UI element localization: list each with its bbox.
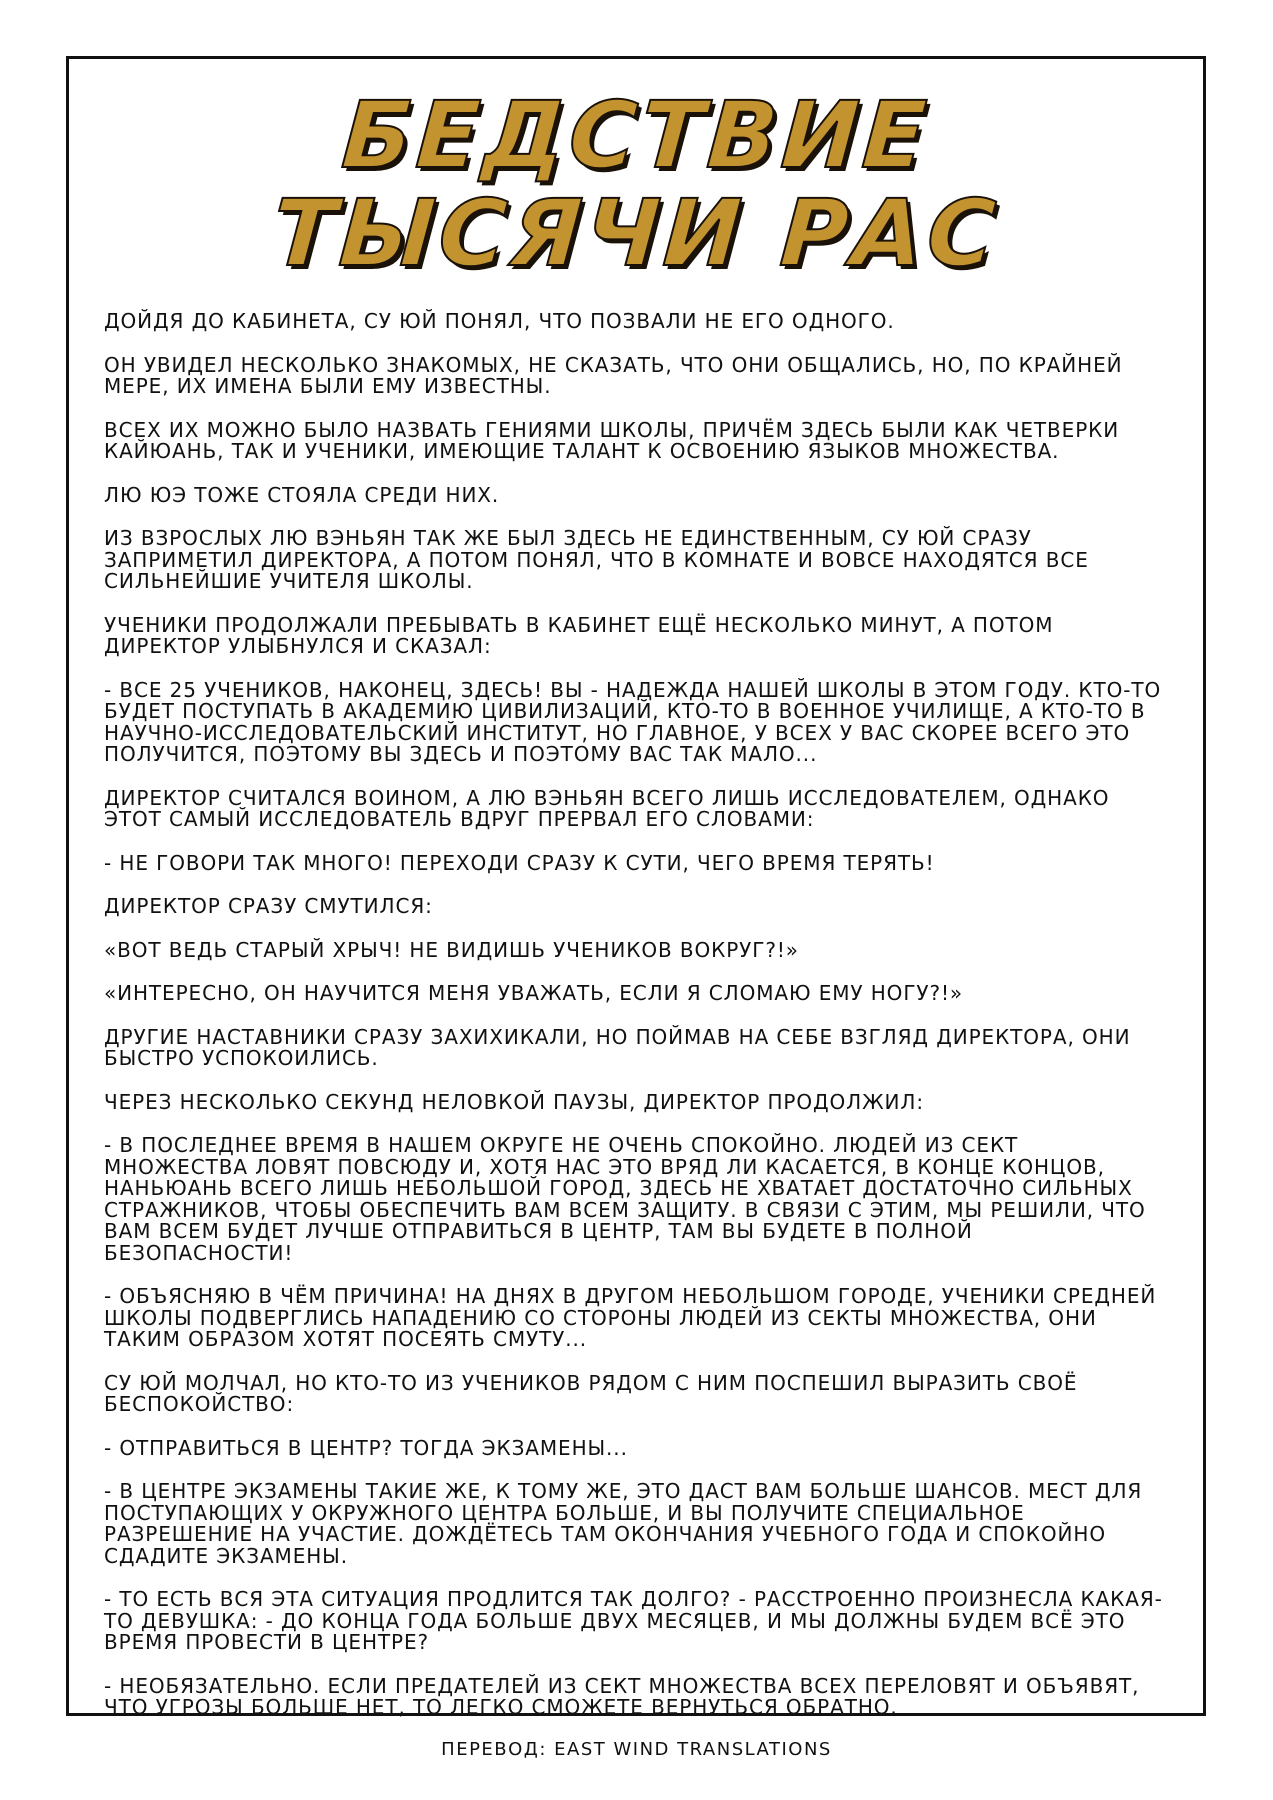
paragraph: - НЕ ГОВОРИ ТАК МНОГО! ПЕРЕХОДИ СРАЗУ К СУТИ, ЧЕГО ВРЕМЯ ТЕРЯТЬ! [104, 850, 935, 875]
paragraph: ДРУГИЕ НАСТАВНИКИ СРАЗУ ЗАХИХИКАЛИ, НО ПОЙМАВ НА СЕБЕ ВЗГЛЯД ДИРЕКТОРА, ОНИ БЫСТРО УСПОКОИЛИСЬ. [104, 1024, 1131, 1070]
paragraph: ВСЕХ ИХ МОЖНО БЫЛО НАЗВАТЬ ГЕНИЯМИ ШКОЛЫ, ПРИЧЁМ ЗДЕСЬ БЫЛИ КАК ЧЕТВЕРКИ КАЙЮАНЬ, ТАК И УЧЕНИКИ, ИМЕЮЩИЕ ТАЛАНТ К ОСВОЕНИЮ ЯЗЫКОВ МНОЖЕСТВА. [104, 417, 1120, 463]
paragraph: ДОЙДЯ ДО КАБИНЕТА, СУ ЮЙ ПОНЯЛ, ЧТО ПОЗВАЛИ НЕ ЕГО ОДНОГО. [104, 309, 895, 333]
paragraph: - ОТПРАВИТЬСЯ В ЦЕНТР? ТОГДА ЭКЗАМЕНЫ... [104, 1435, 628, 1460]
paragraph: - ТО ЕСТЬ ВСЯ ЭТА СИТУАЦИЯ ПРОДЛИТСЯ ТАК ДОЛГО? - РАССТРОЕННО ПРОИЗНЕСЛА КАКАЯ-ТО ДЕВУШКА: - ДО КОНЦА ГОДА БОЛЬШЕ ДВУХ МЕСЯЦЕВ, И МЫ ДОЛЖНЫ БУДЕМ ВСЁ ЭТО ВРЕМЯ ПРОВЕСТИ В ЦЕНТРЕ? [104, 1587, 1163, 1654]
paragraph: - ВСЕ 25 УЧЕНИКОВ, НАКОНЕЦ, ЗДЕСЬ! ВЫ - НАДЕЖДА НАШЕЙ ШКОЛЫ В ЭТОМ ГОДУ. КТО-ТО БУДЕТ ПОСТУПАТЬ В АКАДЕМИЮ ЦИВИЛИЗАЦИЙ, КТО-ТО В ВОЕННОЕ УЧИЛИЩЕ, А КТО-ТО В НАУЧНО-ИССЛЕДОВАТЕЛЬСКИЙ ИНСТИТУТ, НО ГЛАВНОЕ, У ВСЕХ У ВАС СКОРЕЕ ВСЕГО ЭТО ПОЛУЧИТСЯ, ПОЭТОМУ ВЫ ЗДЕСЬ И ПОЭТОМУ ВАС ТАК МАЛО... [104, 677, 1162, 766]
paragraph: «ВОТ ВЕДЬ СТАРЫЙ ХРЫЧ! НЕ ВИДИШЬ УЧЕНИКОВ ВОКРУГ?!» [104, 937, 799, 962]
paragraph: ДИРЕКТОР СЧИТАЛСЯ ВОИНОМ, А ЛЮ ВЭНЬЯН ВСЕГО ЛИШЬ ИССЛЕДОВАТЕЛЕМ, ОДНАКО ЭТОТ САМЫЙ ИССЛЕДОВАТЕЛЬ ВДРУГ ПРЕРВАЛ ЕГО СЛОВАМИ: [104, 785, 1110, 831]
paragraph: СУ ЮЙ МОЛЧАЛ, НО КТО-ТО ИЗ УЧЕНИКОВ РЯДОМ С НИМ ПОСПЕШИЛ ВЫРАЗИТЬ СВОЁ БЕСПОКОЙСТВО: [104, 1370, 1078, 1416]
paragraph: УЧЕНИКИ ПРОДОЛЖАЛИ ПРЕБЫВАТЬ В КАБИНЕТ ЕЩЁ НЕСКОЛЬКО МИНУТ, А ПОТОМ ДИРЕКТОР УЛЫБНУЛСЯ И СКАЗАЛ: [104, 612, 1054, 658]
paragraph: ИЗ ВЗРОСЛЫХ ЛЮ ВЭНЬЯН ТАК ЖЕ БЫЛ ЗДЕСЬ НЕ ЕДИНСТВЕННЫМ, СУ ЮЙ СРАЗУ ЗАПРИМЕТИЛ ДИРЕКТОРА, А ПОТОМ ПОНЯЛ, ЧТО В КОМНАТЕ И ВОВСЕ НАХОДЯТСЯ ВСЕ СИЛЬНЕЙШИЕ УЧИТЕЛЯ ШКОЛЫ. [104, 526, 1089, 593]
paragraph: «ИНТЕРЕСНО, ОН НАУЧИТСЯ МЕНЯ УВАЖАТЬ, ЕСЛИ Я СЛОМАЮ ЕМУ НОГУ?!» [104, 981, 964, 1005]
title-logo [69, 82, 1203, 287]
story-text [104, 311, 1168, 1741]
paragraph: - ОБЪЯСНЯЮ В ЧЁМ ПРИЧИНА! НА ДНЯХ В ДРУГОМ НЕБОЛЬШОМ ГОРОДЕ, УЧЕНИКИ СРЕДНЕЙ ШКОЛЫ ПОДВЕРГЛИСЬ НАПАДЕНИЮ СО СТОРОНЫ ЛЮДЕЙ ИЗ СЕКТЫ МНОЖЕСТВА, ОНИ ТАКИМ ОБРАЗОМ ХОТЯТ ПОСЕЯТЬ СМУТУ... [104, 1284, 1157, 1351]
paragraph: ЛЮ ЮЭ ТОЖЕ СТОЯЛА СРЕДИ НИХ. [104, 482, 500, 507]
paragraph: ЧЕРЕЗ НЕСКОЛЬКО СЕКУНД НЕЛОВКОЙ ПАУЗЫ, ДИРЕКТОР ПРОДОЛЖИЛ: [104, 1089, 924, 1114]
title-line-2: ТЫСЯЧИ РАС [269, 180, 1003, 287]
paragraph: ДИРЕКТОР СРАЗУ СМУТИЛСЯ: [104, 894, 433, 918]
title-line-1: БЕДСТВИЕ [338, 82, 934, 189]
paragraph: - В ЦЕНТРЕ ЭКЗАМЕНЫ ТАКИЕ ЖЕ, К ТОМУ ЖЕ, ЭТО ДАСТ ВАМ БОЛЬШЕ ШАНСОВ. МЕСТ ДЛЯ ПОСТУПАЮЩИХ У ОКРУЖНОГО ЦЕНТРА БОЛЬШЕ, И ВЫ ПОЛУЧИТЕ СПЕЦИАЛЬНОЕ РАЗРЕШЕНИЕ НА УЧАСТИЕ. ДОЖДЁТЕСЬ ТАМ ОКОНЧАНИЯ УЧЕБНОГО ГОДА И СПОКОЙНО СДАДИТЕ ЭКЗАМЕНЫ. [104, 1479, 1143, 1568]
translation-credit: ПЕРЕВОД: EAST WIND TRANSLATIONS [441, 1739, 832, 1760]
paragraph: ОН УВИДЕЛ НЕСКОЛЬКО ЗНАКОМЫХ, НЕ СКАЗАТЬ, ЧТО ОНИ ОБЩАЛИСЬ, НО, ПО КРАЙНЕЙ МЕРЕ, ИХ ИМЕНА БЫЛИ ЕМУ ИЗВЕСТНЫ. [104, 352, 1123, 398]
paragraph: - В ПОСЛЕДНЕЕ ВРЕМЯ В НАШЕМ ОКРУГЕ НЕ ОЧЕНЬ СПОКОЙНО. ЛЮДЕЙ ИЗ СЕКТ МНОЖЕСТВА ЛОВЯТ ПОВСЮДУ И, ХОТЯ НАС ЭТО ВРЯД ЛИ КАСАЕТСЯ, В КОНЦЕ КОНЦОВ, НАНЬЮАНЬ ВСЕГО ЛИШЬ НЕБОЛЬШОЙ ГОРОД, ЗДЕСЬ НЕ ХВАТАЕТ ДОСТАТОЧНО СИЛЬНЫХ СТРАЖНИКОВ, ЧТОБЫ ОБЕСПЕЧИТЬ ВАМ ВСЕМ ЗАЩИТУ. В СВЯЗИ С ЭТИМ, МЫ РЕШИЛИ, ЧТО ВАМ ВСЕМ БУДЕТ ЛУЧШЕ ОТПРАВИТЬСЯ В ЦЕНТР, ТАМ ВЫ БУДЕТЕ В ПОЛНОЙ БЕЗОПАСНОСТИ! [104, 1133, 1146, 1265]
paragraph: - НЕОБЯЗАТЕЛЬНО. ЕСЛИ ПРЕДАТЕЛЕЙ ИЗ СЕКТ МНОЖЕСТВА ВСЕХ ПЕРЕЛОВЯТ И ОБЪЯВЯТ, ЧТО УГРОЗЫ БОЛЬШЕ НЕТ, ТО ЛЕГКО СМОЖЕТЕ ВЕРНУТЬСЯ ОБРАТНО. [104, 1673, 1140, 1719]
page-frame [66, 56, 1206, 1719]
